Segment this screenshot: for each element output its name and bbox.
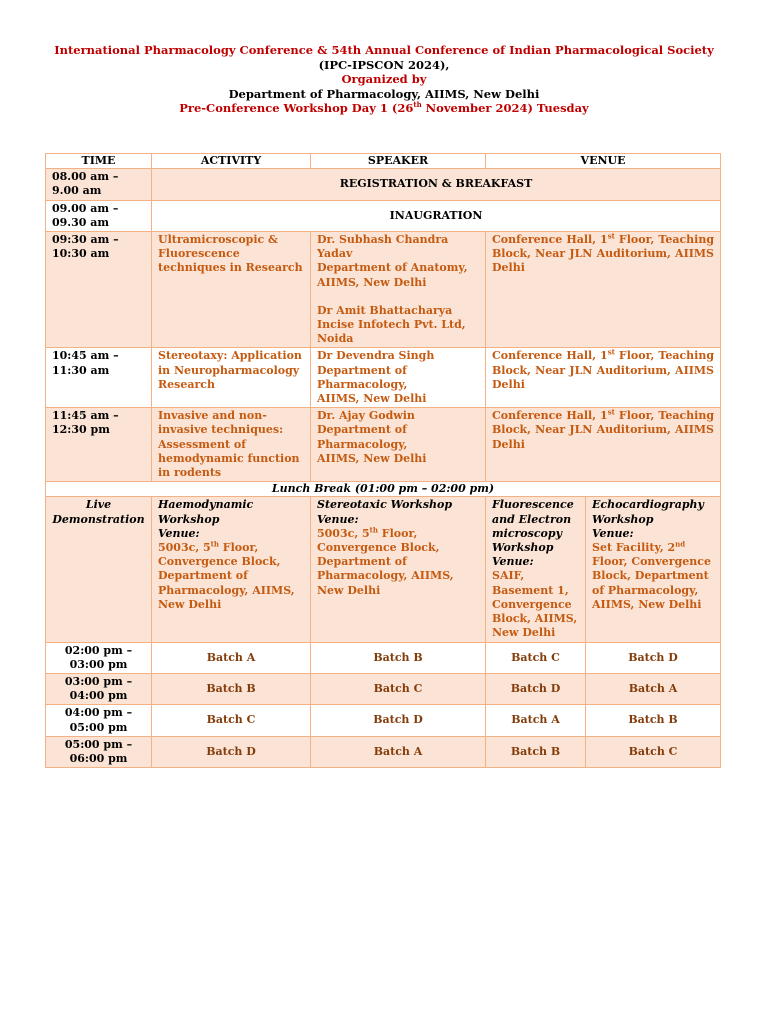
registration-cell: REGISTRATION & BREAKFAST: [152, 169, 721, 200]
workshop-cell: [152, 497, 311, 642]
batch-cell: Batch C: [152, 705, 311, 736]
table-row-lunch: [46, 482, 721, 497]
table-row-registration: [46, 169, 721, 200]
time-cell: 11:45 am – 12:30 pm: [46, 408, 152, 482]
workshop-title: Echocardiography Workshop: [592, 498, 704, 526]
table-row-batch: [46, 736, 721, 767]
live-demonstration-label: Live Demonstration: [46, 497, 152, 642]
speaker-line: Noida: [317, 332, 354, 346]
batch-cell: Batch C: [486, 642, 586, 673]
batch-cell: Batch B: [311, 642, 486, 673]
conference-acronym: (IPC-IPSCON 2024),: [318, 57, 450, 72]
inauguration-cell: INAUGRATION: [152, 200, 721, 231]
conference-title: International Pharmacology Conference & 54th Annual Conference of Indian Pharmacological Society: [54, 43, 714, 57]
organized-by-label: Organized by: [341, 72, 427, 86]
column-header-time: TIME: [46, 154, 152, 169]
workshop-venue-label: Venue:: [158, 526, 200, 540]
batch-cell: Batch D: [486, 673, 586, 704]
speaker-line: Pharmacology,: [317, 437, 408, 451]
speaker-cell: [311, 408, 486, 482]
table-row-batch: [46, 642, 721, 673]
schedule-table: [45, 153, 721, 768]
workshop-venue: SAIF, Basement 1, Convergence Block, AIIMS, New Delhi: [492, 569, 578, 640]
table-row-session-2: [46, 348, 721, 408]
column-header-venue: VENUE: [486, 154, 721, 169]
speaker-line: Dr. Subhash Chandra Yadav: [317, 233, 449, 261]
time-cell: 03:00 pm – 04:00 pm: [46, 673, 152, 704]
document-header: [0, 43, 768, 116]
speaker-cell: [311, 232, 486, 348]
speaker-line: AIIMS, New Delhi: [317, 392, 427, 406]
speaker-line: Department of Anatomy,: [317, 261, 468, 275]
workshop-venue: 5003c, 5th Floor, Convergence Block, Department of Pharmacology, AIIMS, New Delhi: [317, 525, 454, 597]
speaker-line: Incise Infotech Pvt. Ltd,: [317, 318, 466, 332]
time-cell: 02:00 pm – 03:00 pm: [46, 642, 152, 673]
workshop-day-title: Pre-Conference Workshop Day 1 (26th November 2024) Tuesday: [179, 100, 589, 115]
table-row-batch: [46, 705, 721, 736]
speaker-line: Department of: [317, 363, 407, 377]
workshop-title: Haemodynamic Workshop: [158, 498, 254, 526]
batch-cell: Batch A: [311, 736, 486, 767]
activity-cell: Ultramicroscopic & Fluorescence techniques in Research: [152, 232, 311, 348]
workshop-title: Fluorescence and Electron microscopy Workshop: [492, 498, 574, 555]
batch-cell: Batch B: [486, 736, 586, 767]
venue-cell: Conference Hall, 1st Floor, Teaching Block, Near JLN Auditorium, AIIMS Delhi: [486, 408, 721, 482]
batch-cell: Batch D: [311, 705, 486, 736]
speaker-line: AIIMS, New Delhi: [317, 275, 427, 289]
time-cell: 04:00 pm – 05:00 pm: [46, 705, 152, 736]
lunch-break-cell: Lunch Break (01:00 pm – 02:00 pm): [46, 482, 721, 497]
speaker-line: Dr. Ajay Godwin: [317, 409, 415, 423]
activity-cell: Stereotaxy: Application in Neuropharmacology Research: [152, 348, 311, 408]
workshop-cell: [586, 497, 721, 642]
time-cell: 05:00 pm – 06:00 pm: [46, 736, 152, 767]
column-header-speaker: SPEAKER: [311, 154, 486, 169]
workshop-venue-label: Venue:: [592, 526, 634, 540]
batch-cell: Batch A: [152, 642, 311, 673]
table-row-inauguration: [46, 200, 721, 231]
speaker-cell: [311, 348, 486, 408]
batch-cell: Batch D: [586, 642, 721, 673]
time-cell: 09:30 am – 10:30 am: [46, 232, 152, 348]
batch-cell: Batch C: [586, 736, 721, 767]
table-row-session-3: [46, 408, 721, 482]
workshop-cell: [311, 497, 486, 642]
speaker-line: Pharmacology,: [317, 377, 408, 391]
workshop-venue-label: Venue:: [317, 512, 359, 526]
speaker-line: Department of: [317, 423, 407, 437]
speaker-line: AIIMS, New Delhi: [317, 451, 427, 465]
speaker-line: Dr Devendra Singh: [317, 349, 435, 363]
venue-cell: Conference Hall, 1st Floor, Teaching Block, Near JLN Auditorium, AIIMS Delhi: [486, 232, 721, 348]
batch-cell: Batch B: [586, 705, 721, 736]
workshop-cell: [486, 497, 586, 642]
batch-cell: Batch D: [152, 736, 311, 767]
batch-cell: Batch B: [152, 673, 311, 704]
workshop-venue-label: Venue:: [492, 555, 534, 569]
table-row-batch: [46, 673, 721, 704]
workshop-title: Stereotaxic Workshop: [317, 498, 453, 512]
organizer-name: Department of Pharmacology, AIIMS, New Delhi: [228, 86, 540, 101]
speaker-line: Dr Amit Bhattacharya: [317, 303, 453, 317]
column-header-activity: ACTIVITY: [152, 154, 311, 169]
time-cell: 08.00 am –9.00 am: [46, 169, 152, 200]
table-row-live-demonstration: [46, 497, 721, 642]
table-row-session-1: [46, 232, 721, 348]
workshop-venue: 5003c, 5th Floor, Convergence Block, Department of Pharmacology, AIIMS, New Delhi: [158, 539, 295, 611]
table-header-row: [46, 154, 721, 169]
time-cell: 09.00 am – 09.30 am: [46, 200, 152, 231]
batch-cell: Batch C: [311, 673, 486, 704]
time-cell: 10:45 am – 11:30 am: [46, 348, 152, 408]
batch-cell: Batch A: [586, 673, 721, 704]
venue-cell: Conference Hall, 1st Floor, Teaching Block, Near JLN Auditorium, AIIMS Delhi: [486, 348, 721, 408]
batch-cell: Batch A: [486, 705, 586, 736]
workshop-venue: Set Facility, 2nd Floor, Convergence Block, Department of Pharmacology, AIIMS, New Delhi: [592, 539, 711, 611]
activity-cell: Invasive and non-invasive techniques: Assessment of hemodynamic function in rodents: [152, 408, 311, 482]
